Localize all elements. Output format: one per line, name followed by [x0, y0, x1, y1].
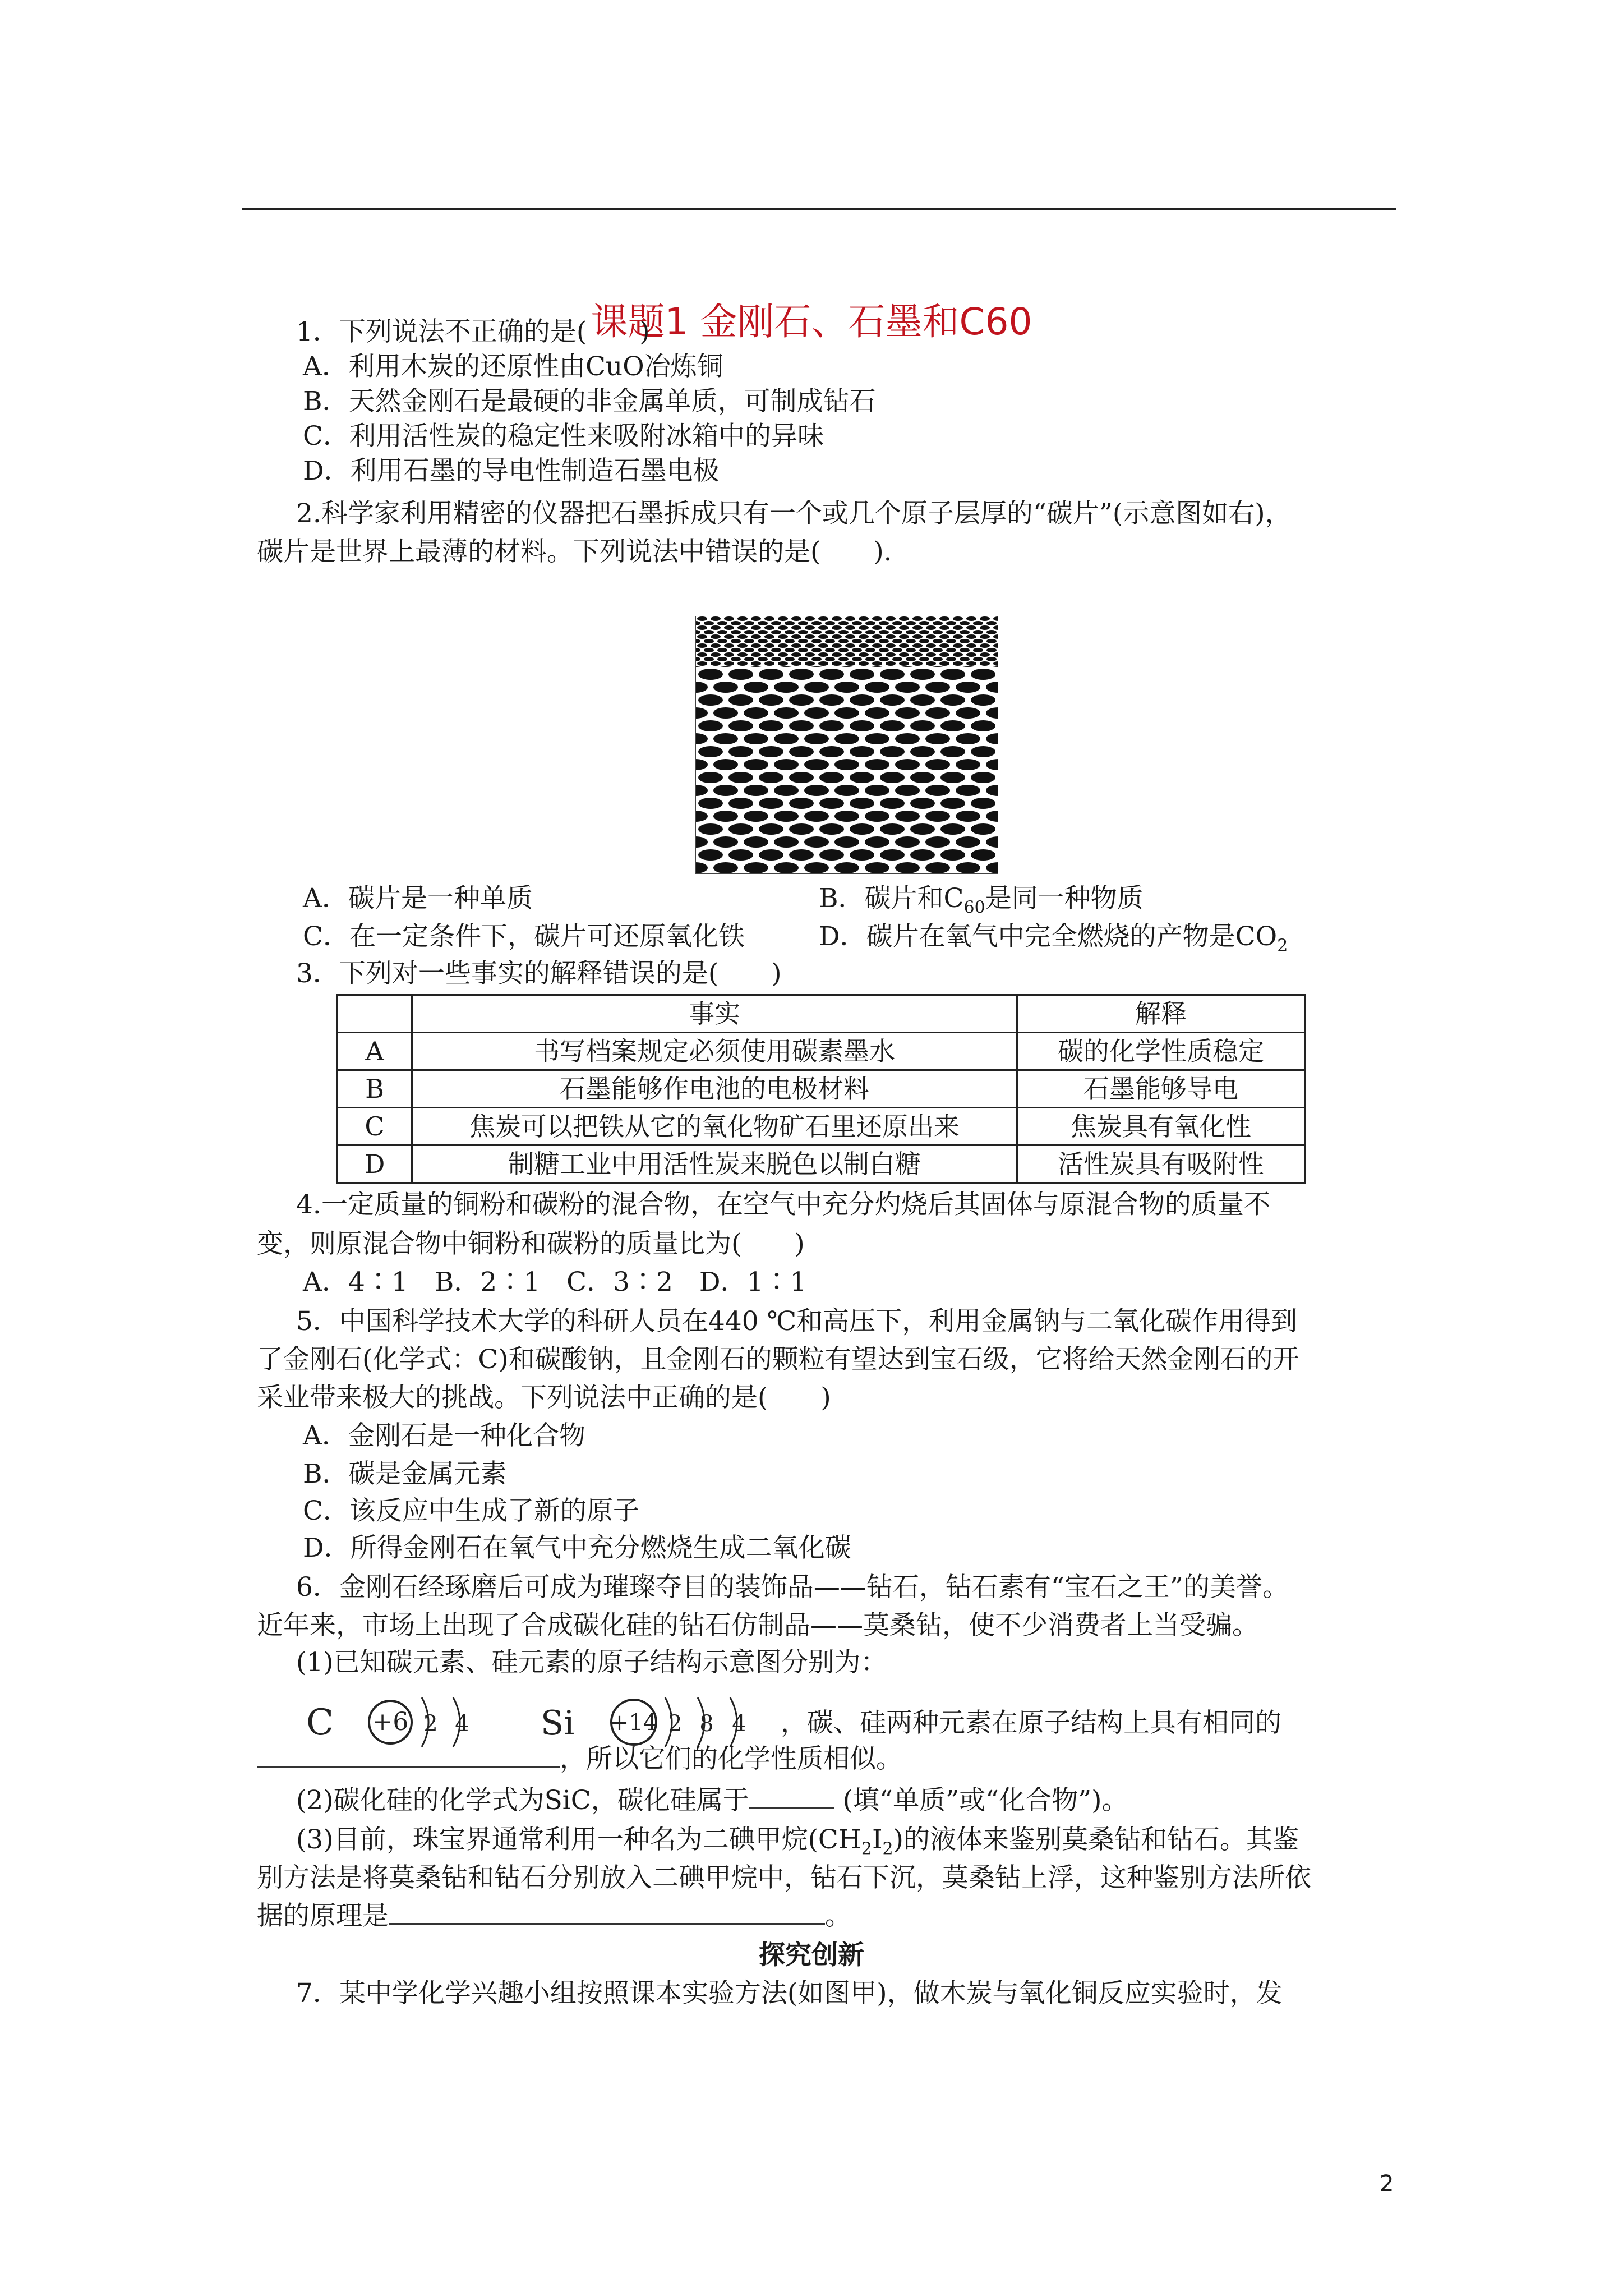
- q5-option-d: D．所得金刚石在氧气中充分燃烧生成二氧化碳: [303, 1533, 851, 1563]
- q6-part3-line1: (3)目前，珠宝界通常利用一种名为二碘甲烷$(CH_2I_2)$的液体来鉴别莫桑钻和钻石。其鉴: [296, 1824, 1299, 1859]
- table-cell: 焦炭可以把铁从它的氧化物矿石里还原出来: [412, 1108, 1017, 1145]
- graphene-image: [695, 616, 998, 874]
- table-cell: 碳的化学性质稳定: [1017, 1033, 1305, 1070]
- table-cell: 制糖工业中用活性炭来脱色以制白糖: [412, 1145, 1017, 1183]
- table-cell: 石墨能够作电池的电极材料: [412, 1070, 1017, 1108]
- q6-stem-line2: 近年来，市场上出现了合成碳化硅的钻石仿制品——莫桑钻，使不少消费者上当受骗。: [257, 1610, 1258, 1641]
- q2-option-a: A．碳片是一种单质: [303, 883, 533, 914]
- q5-stem-line1: 5．中国科学技术大学的科研人员在440 ℃和高压下，利用金属钠与二氧化碳作用得到: [296, 1306, 1298, 1337]
- table-cell: D: [338, 1145, 412, 1183]
- q2-stem-line1: 2.科学家利用精密的仪器把石墨拆成只有一个或几个原子层厚的“碳片”(示意图如右)，: [296, 498, 1292, 529]
- table-header-cell: [338, 995, 412, 1033]
- answer-blank[interactable]: [749, 1807, 834, 1809]
- carbon-nucleus-charge: +6: [372, 1708, 409, 1736]
- q4-stem-line1: 4.一定质量的铜粉和碳粉的混合物，在空气中充分灼烧后其固体与原混合物的质量不: [296, 1189, 1270, 1220]
- q2-option-c: C．在一定条件下，碳片可还原氧化铁: [303, 921, 745, 952]
- silicon-shell-2: 8: [699, 1711, 714, 1737]
- q5-option-c: C．该反应中生成了新的原子: [303, 1496, 639, 1526]
- page-title: 课题1 金刚石、石墨和C60: [591, 300, 1032, 343]
- silicon-nucleus-charge: +14: [610, 1710, 658, 1736]
- table-cell: A: [338, 1033, 412, 1070]
- header-rule: [242, 208, 1396, 210]
- q4-options: A．4∶1 B．2∶1 C．3∶2 D．1∶1: [303, 1267, 807, 1297]
- q1-option-b: B．天然金刚石是最硬的非金属单质，可制成钻石: [303, 386, 876, 417]
- table-cell: C: [338, 1108, 412, 1145]
- q6-stem-line1: 6．金刚石经琢磨后可成为璀璨夺目的装饰品——钻石，钻石素有“宝石之王”的美誉。: [296, 1572, 1289, 1603]
- table-header-cell: 事实: [412, 995, 1017, 1033]
- q6-part1-tail: ，碳、硅两种元素在原子结构上具有相同的: [781, 1708, 1281, 1738]
- carbon-symbol: C: [306, 1702, 334, 1743]
- table-row: [338, 1033, 1305, 1070]
- q4-stem-line2: 变，则原混合物中铜粉和碳粉的质量比为( ): [257, 1228, 805, 1259]
- q5-stem-line2: 了金刚石(化学式：C)和碳酸钠，且金刚石的颗粒有望达到宝石级，它将给天然金刚石的开: [257, 1344, 1299, 1375]
- table-row: [338, 1070, 1305, 1108]
- carbon-shell-1: 2: [423, 1711, 438, 1737]
- q1-option-d: D．利用石墨的导电性制造石墨电极: [303, 455, 720, 486]
- q2-stem-line2: 碳片是世界上最薄的材料。下列说法中错误的是( ).: [257, 536, 892, 567]
- q2-option-d: D．碳片在氧气中完全燃烧的产物是$CO_2$: [819, 921, 1288, 956]
- q6-part1-end: ，所以它们的化学性质相似。: [257, 1742, 902, 1776]
- q3-stem: 3．下列对一些事实的解释错误的是( ): [296, 958, 782, 989]
- section-heading: 探究创新: [759, 1940, 864, 1971]
- q7-stem: 7．某中学化学兴趣小组按照课本实验方法(如图甲)，做木炭与氧化铜反应实验时，发: [296, 1978, 1283, 2009]
- table-cell: 焦炭具有氧化性: [1017, 1108, 1305, 1145]
- table-header-row: [338, 995, 1305, 1033]
- q5-stem-line3: 采业带来极大的挑战。下列说法中正确的是( ): [257, 1382, 831, 1413]
- q6-part1: (1)已知碳元素、硅元素的原子结构示意图分别为：: [296, 1647, 887, 1678]
- table-cell: 书写档案规定必须使用碳素墨水: [412, 1033, 1017, 1070]
- table-cell: 石墨能够导电: [1017, 1070, 1305, 1108]
- table-row: [338, 1108, 1305, 1145]
- carbon-shell-2: 4: [455, 1711, 469, 1737]
- answer-blank[interactable]: [257, 1766, 560, 1768]
- q6-part2: (2)碳化硅的化学式为SiC，碳化硅属于 (填“单质”或“化合物”)。: [296, 1785, 1128, 1816]
- answer-blank[interactable]: [389, 1923, 825, 1925]
- silicon-shell-1: 2: [668, 1711, 683, 1737]
- q1-option-c: C．利用活性炭的稳定性来吸附冰箱中的异味: [303, 421, 824, 452]
- q5-option-b: B．碳是金属元素: [303, 1458, 507, 1489]
- q1-option-a: A．利用木炭的还原性由CuO冶炼铜: [303, 351, 723, 382]
- table-cell: 活性炭具有吸附性: [1017, 1145, 1305, 1183]
- q5-option-a: A．金刚石是一种化合物: [303, 1420, 585, 1451]
- table-header-cell: 解释: [1017, 995, 1305, 1033]
- q1-stem: 1．下列说法不正确的是( ): [296, 316, 650, 347]
- q6-part3-line2: 别方法是将莫桑钻和钻石分别放入二碘甲烷中，钻石下沉，莫桑钻上浮，这种鉴别方法所依: [257, 1862, 1311, 1893]
- table-row: [338, 1145, 1305, 1183]
- silicon-symbol: Si: [541, 1704, 575, 1743]
- q2-option-b: B．碳片和$C_{60}$是同一种物质: [819, 883, 1144, 918]
- q6-part3-line3: 据的原理是 。: [257, 1901, 851, 1931]
- facts-table: [336, 994, 1306, 1184]
- table-cell: B: [338, 1070, 412, 1108]
- silicon-shell-3: 4: [732, 1711, 746, 1737]
- page-number: 2: [1380, 2171, 1394, 2197]
